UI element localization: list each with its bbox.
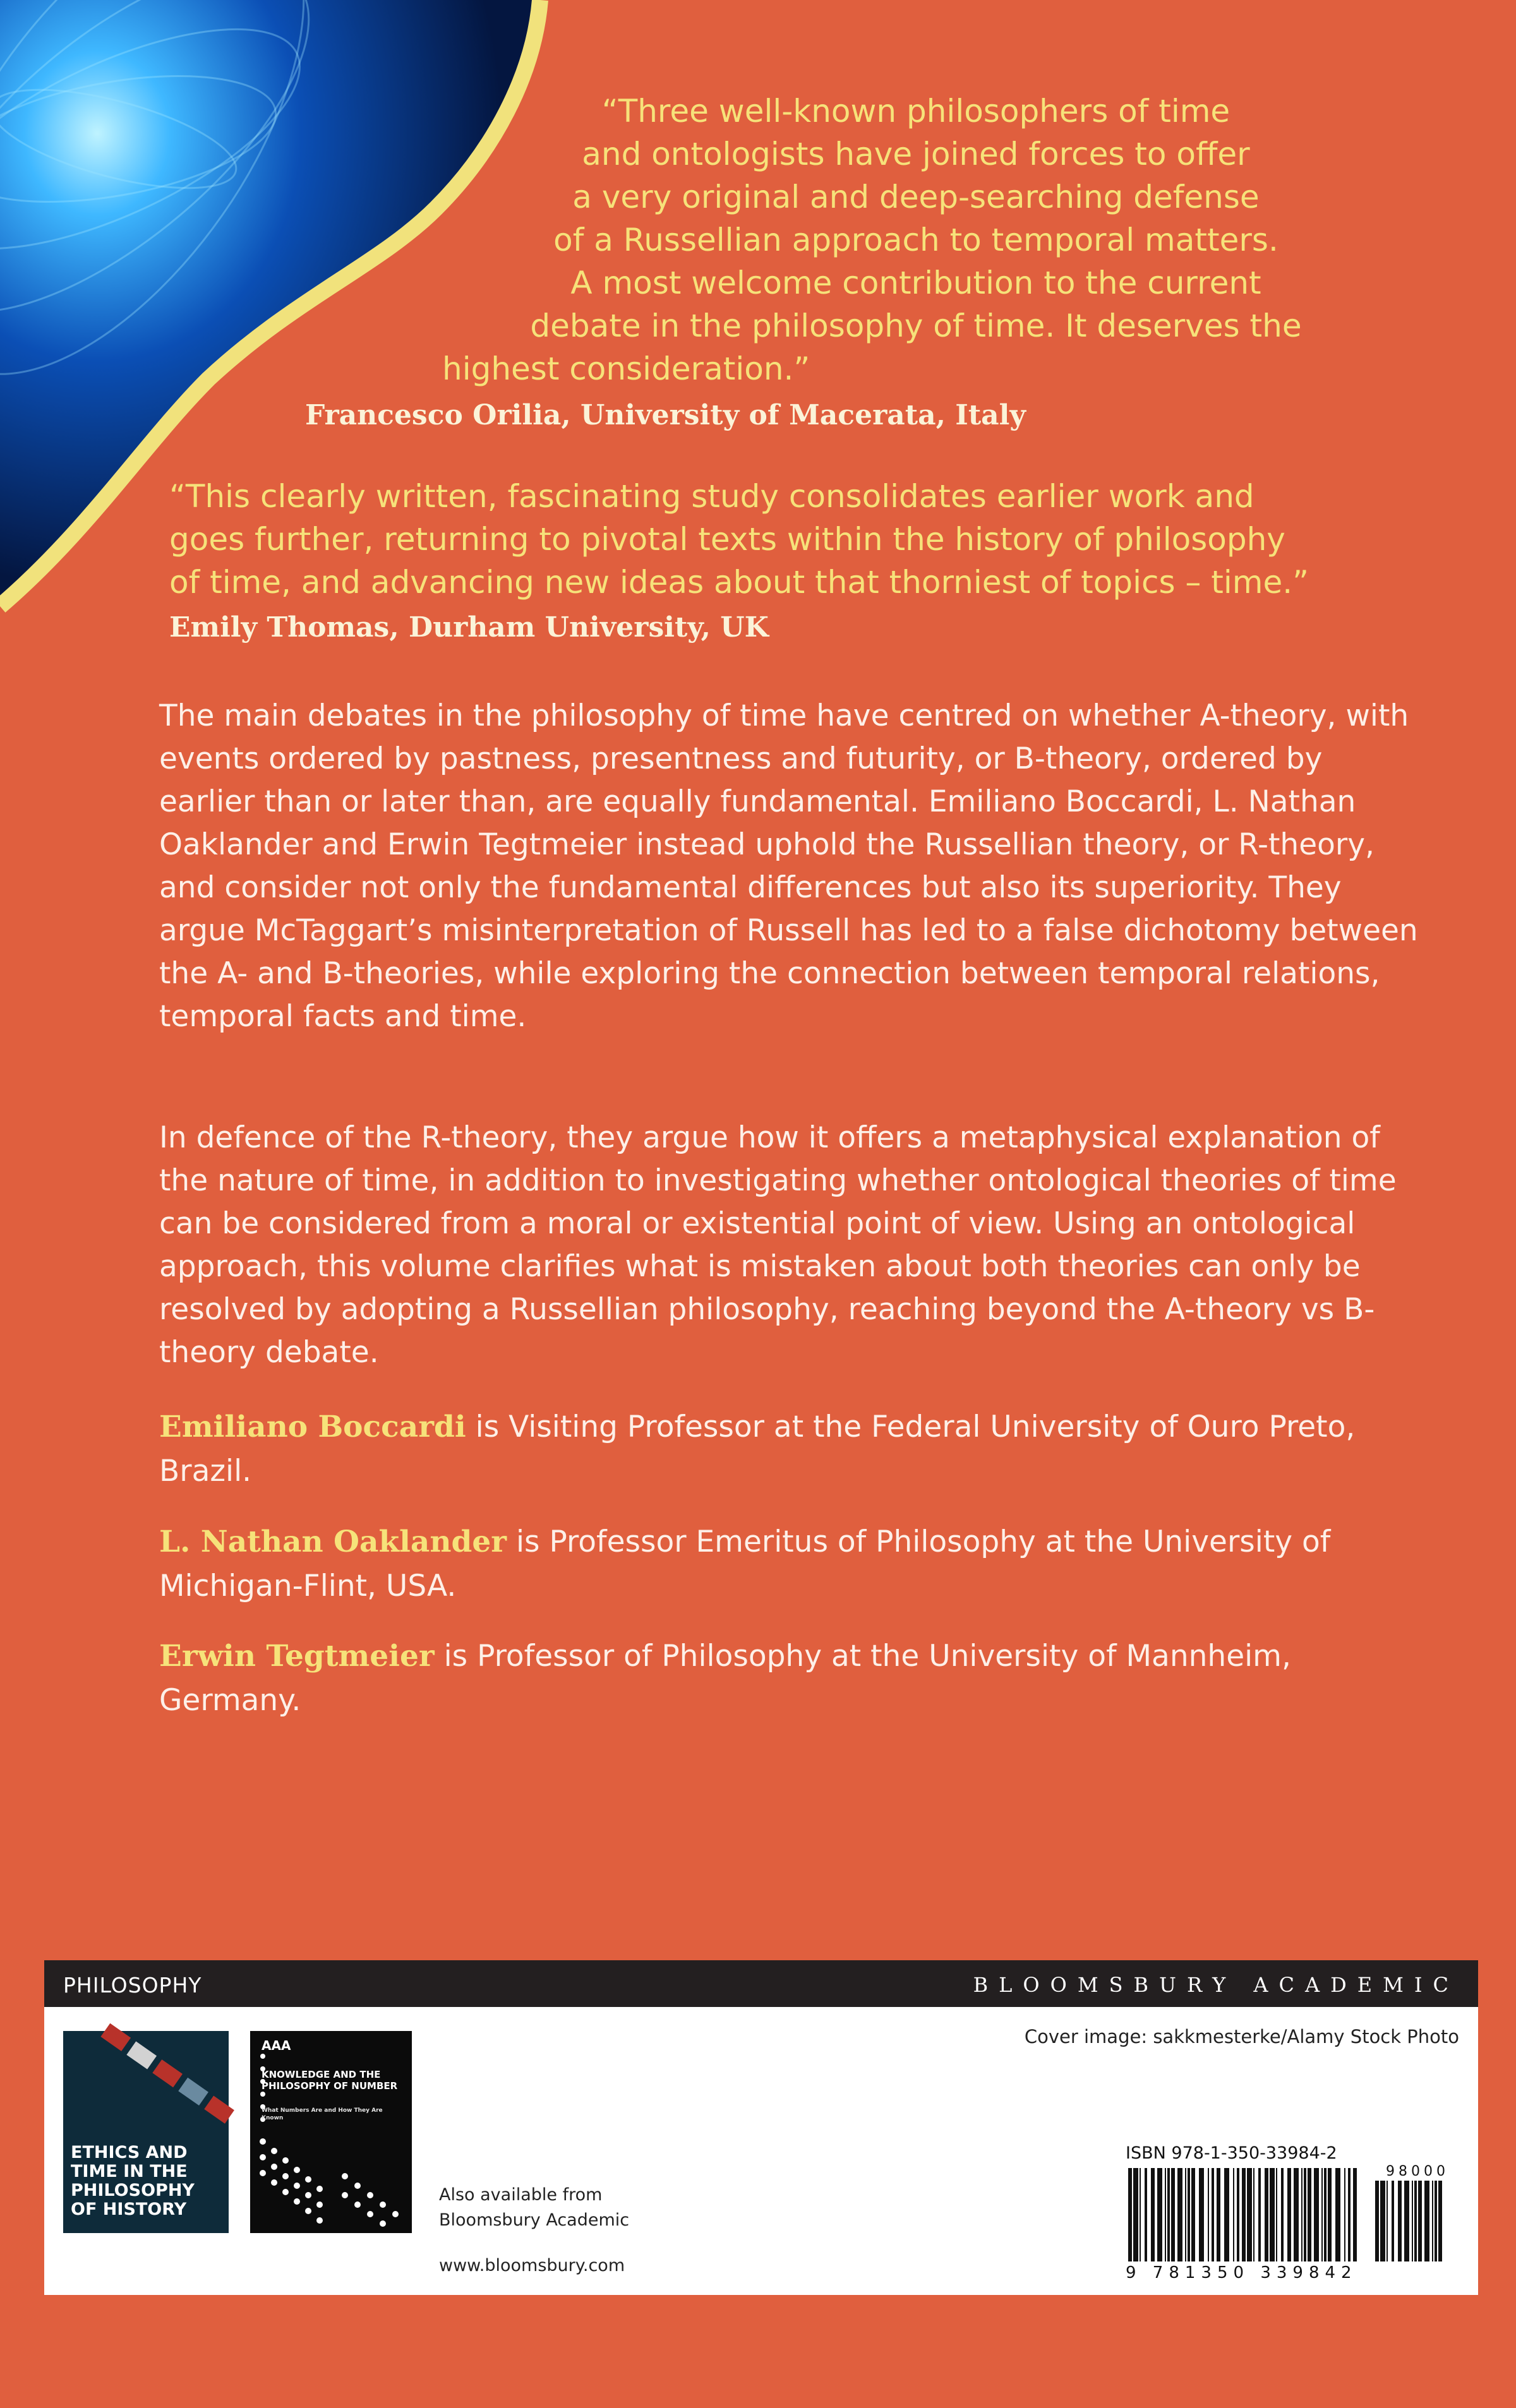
publisher-url: www.bloomsbury.com (439, 2256, 625, 2275)
also-available (439, 2183, 629, 2233)
barcode-bar (1185, 2168, 1186, 2261)
book-title: ETHICS AND TIME IN THE PHILOSOPHY OF HISTORY (71, 2143, 195, 2219)
barcode-bar (1157, 2168, 1162, 2261)
footer-panel (44, 1960, 1478, 2295)
barcode (1126, 2164, 1449, 2261)
quote-attribution: Francesco Orilia, University of Macerata, Italy (305, 399, 1026, 431)
isbn: ISBN 978-1-350-33984-2 (1126, 2143, 1337, 2163)
barcode-bar (1314, 2168, 1319, 2261)
barcode-bar (1435, 2181, 1437, 2261)
barcode-bar (1375, 2181, 1379, 2261)
barcode-bar (1258, 2168, 1261, 2261)
author-name: Erwin Tegtmeier (159, 1639, 435, 1674)
barcode-bar (1321, 2168, 1323, 2261)
related-book-cover (250, 2031, 412, 2233)
book-subtitle: What Numbers Are and How They Are Known (262, 2107, 383, 2121)
barcode-bar (1412, 2181, 1413, 2261)
svg-text:AAA: AAA (262, 2038, 291, 2053)
barcode-bar (1151, 2168, 1155, 2261)
barcode-bar (1276, 2168, 1277, 2261)
quote-attribution: Emily Thomas, Durham University, UK (169, 611, 769, 644)
barcode-bar (1247, 2168, 1252, 2261)
author-bio (159, 1405, 1397, 1494)
quote-line: debate in the philosophy of time. It deserves the (530, 308, 1302, 344)
barcode-bar (1353, 2168, 1357, 2261)
barcode-digits: 9 781350 339842 (1126, 2263, 1357, 2282)
barcode-bar (1432, 2181, 1433, 2261)
barcode-bar (1294, 2168, 1299, 2261)
barcode-bar (1217, 2168, 1220, 2261)
barcode-bar (1188, 2168, 1190, 2261)
also-available-line: Also available from (439, 2185, 603, 2205)
barcode-bar (1281, 2168, 1284, 2261)
barcode-bar (1140, 2168, 1141, 2261)
price-code: 98000 (1386, 2164, 1449, 2179)
author-name: Emiliano Boccardi (159, 1410, 466, 1444)
quote-line: “This clearly written, fascinating study consolidates earlier work and (169, 478, 1254, 515)
barcode-bar (1380, 2181, 1385, 2261)
quote-line: A most welcome contribution to the current (570, 265, 1261, 301)
barcode-bar (1270, 2168, 1275, 2261)
also-available-line: Bloomsbury Academic (439, 2210, 630, 2230)
barcode-bar (1191, 2168, 1195, 2261)
barcode-bar (1145, 2168, 1147, 2261)
barcode-bar (1233, 2168, 1234, 2261)
barcode-bar (1335, 2168, 1340, 2261)
barcode-bar (1328, 2168, 1332, 2261)
description-paragraph: In defence of the R-theory, they argue how it offers a metaphysical explanation of the nature of time, in addition to investigating whether ontological theories of time can be considered from a moral or existential point of view. Using an ontological approach, this volume clarifies what is mistaken about both theories can only be resolved by adopting a Russellian philosophy, reaching beyond the A-theory vs B-theory debate. (159, 1120, 1397, 1370)
barcode-bar (1304, 2168, 1306, 2261)
barcode-bar (1242, 2168, 1246, 2261)
barcode-bar (1253, 2168, 1254, 2261)
barcode-bar (1128, 2168, 1132, 2261)
barcode-bar (1398, 2181, 1402, 2261)
description-paragraph: The main debates in the philosophy of time have centred on whether A-theory, with events ordered by pastness, presentness and futurity, or B-theory, ordered by earlier than or later than, are equally fundamental. Emiliano Boccardi, L. Nathan Oaklander and Erwin Tegtmeier instead uphold the Russellian theory, or R-theory, and consider not only the fundamental differences but also its superiority. They argue McTaggart’s misinterpretation of Russell has led to a false dichotomy between the A- and B-theories, while exploring the connection between temporal relations, temporal facts and time. (159, 698, 1418, 1034)
related-book-cover (63, 2031, 229, 2233)
barcode-bar (1392, 2181, 1394, 2261)
barcode-bar (1301, 2168, 1302, 2261)
barcode-bar (1237, 2168, 1239, 2261)
barcode-bar (1212, 2168, 1214, 2261)
barcode-bar (1208, 2168, 1209, 2261)
publisher-name: BLOOMSBURY ACADEMIC (973, 1973, 1459, 1997)
barcode-main (1128, 2168, 1357, 2261)
barcode-bar (1199, 2168, 1204, 2261)
quote-line: “Three well-known philosophers of time (601, 93, 1230, 129)
author-bio-text: is Visiting Professor at the Federal University of Ouro Preto, Brazil. (159, 1410, 1356, 1489)
quote-line: of time, and advancing new ideas about that thorniest of topics – time.” (169, 564, 1309, 601)
quote-line: of a Russellian approach to temporal matters. (553, 222, 1278, 258)
book-cover-dots (250, 2031, 412, 2233)
barcode-bar (1418, 2181, 1422, 2261)
barcode-bar (1404, 2181, 1409, 2261)
barcode-bar (1414, 2181, 1417, 2261)
barcode-bar (1348, 2168, 1351, 2261)
author-name: L. Nathan Oaklander (159, 1524, 507, 1559)
cover-image-credit: Cover image: sakkmesterke/Alamy Stock Photo (1024, 2026, 1459, 2047)
barcode-bar (1344, 2168, 1345, 2261)
barcode-bar (1324, 2168, 1326, 2261)
author-bio (159, 1634, 1397, 1723)
book-title: KNOWLEDGE AND THE PHILOSOPHY OF NUMBER (262, 2069, 398, 2092)
quote-line: highest consideration.” (442, 350, 810, 387)
barcode-bar (1177, 2168, 1182, 2261)
barcode-addon (1375, 2181, 1442, 2261)
barcode-bar (1308, 2168, 1311, 2261)
author-bio-text: is Professor of Philosophy at the University of Mannheim, Germany. (159, 1639, 1291, 1718)
quote-line: a very original and deep-searching defense (572, 179, 1260, 215)
barcode-bar (1438, 2181, 1442, 2261)
quote-orilia (404, 90, 1428, 390)
barcode-bar (1287, 2168, 1291, 2261)
barcode-bar (1171, 2168, 1175, 2261)
barcode-bar (1387, 2181, 1388, 2261)
barcode-bar (1224, 2168, 1229, 2261)
barcode-bar (1165, 2168, 1166, 2261)
barcode-bar (1424, 2181, 1429, 2261)
category-bar (44, 1960, 1478, 2007)
barcode-bar (1167, 2168, 1170, 2261)
quote-line: and ontologists have joined forces to offer (582, 136, 1250, 172)
barcode-bar (1265, 2168, 1268, 2261)
author-bio-text: is Professor Emeritus of Philosophy at the University of Michigan-Flint, USA. (159, 1524, 1331, 1603)
barcode-bar (1133, 2168, 1138, 2261)
quote-line: goes further, returning to pivotal texts within the history of philosophy (169, 521, 1285, 558)
author-bio (159, 1520, 1397, 1608)
category-label: PHILOSOPHY (63, 1973, 202, 1998)
quote-thomas (169, 475, 1433, 604)
